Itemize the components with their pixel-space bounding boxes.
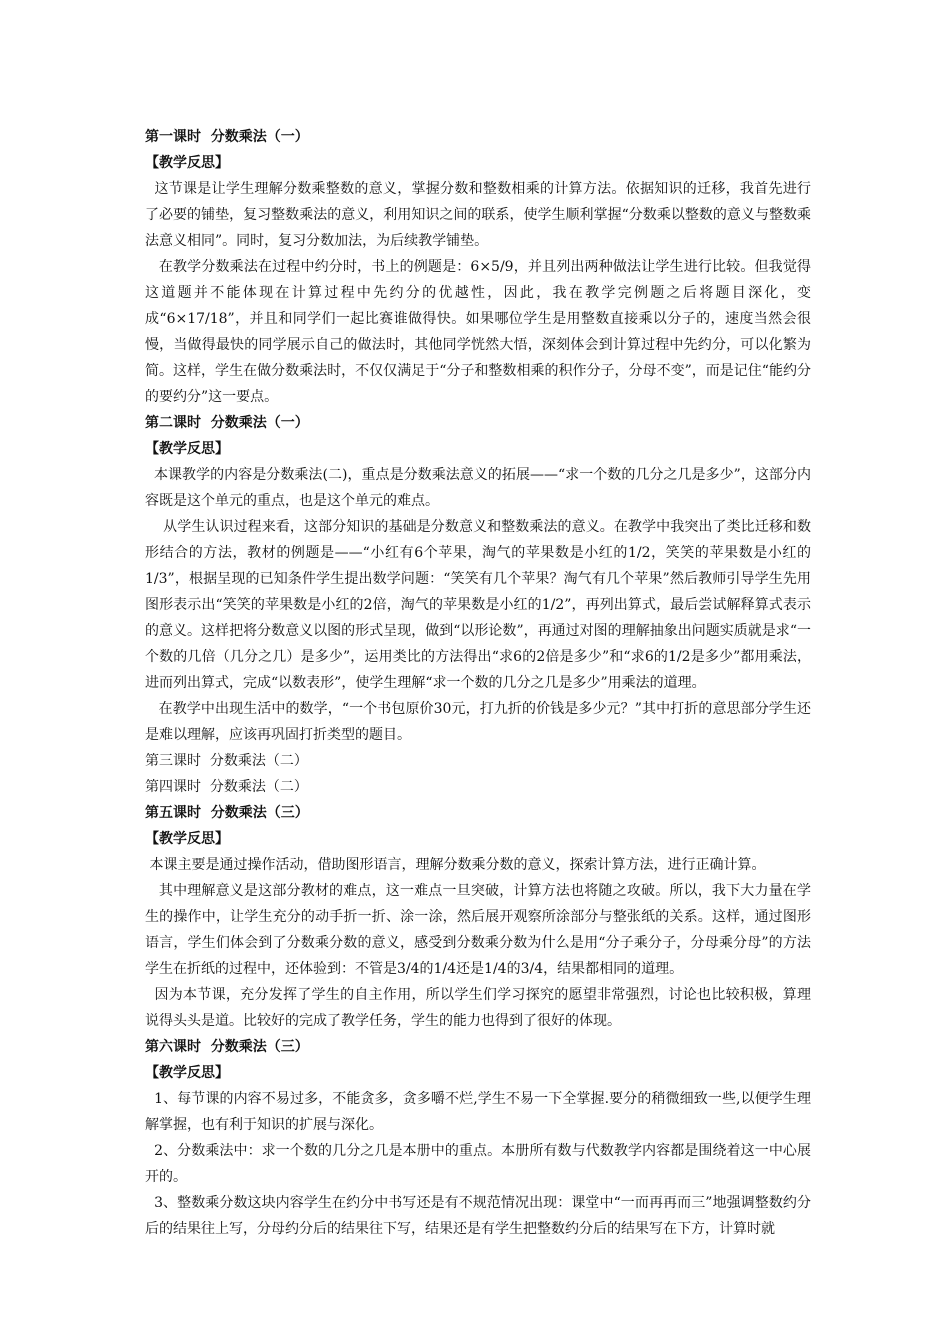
section-label: 【教学反思】 (145, 441, 229, 457)
section-title: 第五课时 分数乘法（三） (145, 805, 309, 821)
section-3 (145, 748, 811, 774)
paragraph: 2、分数乘法中：求一个数的几分之几是本册中的重点。本册所有数与代数教学内容都是围绕着这一中心展开的。 (145, 1143, 811, 1185)
section-1 (145, 124, 811, 410)
document-page (145, 124, 811, 1242)
paragraph: 这节课是让学生理解分数乘整数的意义，掌握分数和整数相乘的计算方法。依据知识的迁移，我首先进行了必要的铺垫，复习整数乘法的意义，利用知识之间的联系，使学生顺利掌握“分数乘以整数的意义与整数乘法意义相同”。同时，复习分数加法，为后续教学铺垫。 (145, 181, 812, 249)
section-4 (145, 774, 811, 800)
paragraph: 其中理解意义是这部分教材的难点，这一难点一旦突破，计算方法也将随之攻破。所以，我下大力量在学生的操作中，让学生充分的动手折一折、涂一涂，然后展开观察所涂部分与整张纸的关系。这样，通过图形语言，学生们体会到了分数乘分数的意义，感受到分数乘分数为什么是用“分子乘分子，分母乘分母”的方法学生在折纸的过程中，还体验到：不管是3/4的1/4还是1/4的3/4，结果都相同的道理。 (145, 883, 811, 977)
section-label: 【教学反思】 (145, 155, 229, 171)
paragraph: 在教学分数乘法在过程中约分时，书上的例题是：6×5/9，并且列出两种做法让学生进行比较。但我觉得这道题并不能体现在计算过程中先约分的优越性，因此，我在教学完例题之后将题目深化，变成“6×17/18”，并且和同学们一起比赛谁做得快。如果哪位学生是用整数直接乘以分子的，速度当然会很慢，当做得最快的同学展示自己的做法时，其他同学恍然大悟，深刻体会到计算过程中先约分，可以化繁为简。这样，学生在做分数乘法时，不仅仅满足于“分子和整数相乘的积作分子，分母不变”，而是记住“能约分的要约分”这一要点。 (145, 259, 811, 405)
section-title: 第二课时 分数乘法（一） (145, 415, 309, 431)
paragraph: 本课教学的内容是分数乘法(二)，重点是分数乘法意义的拓展——“求一个数的几分之几是多少”，这部分内容既是这个单元的重点，也是这个单元的难点。 (145, 467, 811, 509)
section-title: 第三课时 分数乘法（二） (145, 753, 308, 769)
section-label: 【教学反思】 (145, 831, 229, 847)
section-title: 第一课时 分数乘法（一） (145, 129, 309, 145)
paragraph: 从学生认识过程来看，这部分知识的基础是分数意义和整数乘法的意义。在教学中我突出了类比迁移和数形结合的方法，教材的例题是——“小红有6个苹果，淘气的苹果数是小红的1/2，笑笑的苹果数是小红的1/3”，根据呈现的已知条件学生提出数学问题：“笑笑有几个苹果？淘气有几个苹果”然后教师引导学生先用图形表示出“笑笑的苹果数是小红的2倍，淘气的苹果数是小红的1/2”，再列出算式，最后尝试解释算式表示的意义。这样把将分数意义以图的形式呈现，做到“以形论数”，再通过对图的理解抽象出问题实质就是求“一个数的几倍（几分之几）是多少”，运用类比的方法得出“求6的2倍是多少”和“求6的1/2是多少”都用乘法，进而列出算式，完成“以数表形”，使学生理解“求一个数的几分之几是多少”用乘法的道理。 (145, 519, 811, 691)
paragraph: 因为本节课，充分发挥了学生的自主作用，所以学生们学习探究的愿望非常强烈，讨论也比较积极，算理说得头头是道。比较好的完成了教学任务，学生的能力也得到了很好的体现。 (145, 987, 812, 1029)
paragraph: 本课主要是通过操作活动，借助图形语言，理解分数乘分数的意义，探索计算方法，进行正确计算。 (145, 857, 766, 873)
section-title: 第四课时 分数乘法（二） (145, 779, 308, 795)
section-2 (145, 410, 811, 748)
paragraph: 3、整数乘分数这块内容学生在约分中书写还是有不规范情况出现：课堂中“一而再再而三”地强调整数约分后的结果往上写，分母约分后的结果往下写，结果还是有学生把整数约分后的结果写在下方，计算时就 (145, 1195, 811, 1237)
section-6 (145, 1034, 811, 1242)
section-5 (145, 800, 811, 1034)
paragraph: 在教学中出现生活中的数学，“一个书包原价30元，打九折的价钱是多少元？”其中打折的意思部分学生还是难以理解，应该再巩固打折类型的题目。 (145, 701, 811, 743)
section-label: 【教学反思】 (145, 1065, 229, 1081)
section-title: 第六课时 分数乘法（三） (145, 1039, 309, 1055)
paragraph: 1、每节课的内容不易过多，不能贪多，贪多嚼不烂,学生不易一下全掌握.要分的稍微细致一些,以便学生理解掌握，也有利于知识的扩展与深化。 (145, 1091, 811, 1133)
